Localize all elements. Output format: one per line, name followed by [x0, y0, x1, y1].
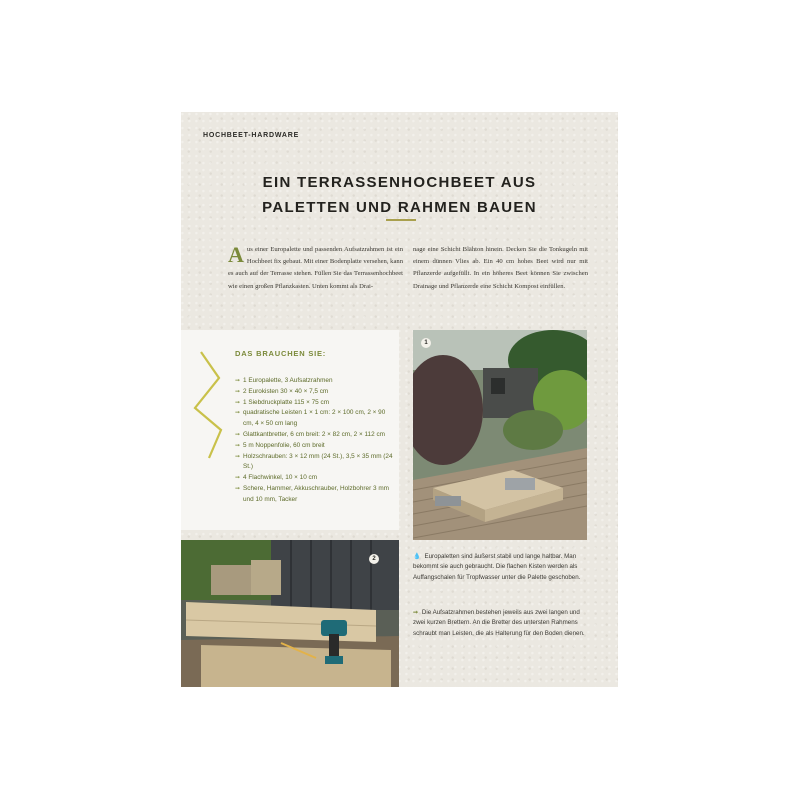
- list-item: ➞ 2 Eurokisten 30 × 40 × 7,5 cm: [235, 387, 393, 398]
- section-label: HOCHBEET-HARDWARE: [203, 132, 300, 139]
- list-item: ➞ 1 Europalette, 3 Aufsatzrahmen: [235, 376, 393, 387]
- intro-column-1: [228, 244, 403, 293]
- list-item: ➞ 5 m Noppenfolie, 60 cm breit: [235, 441, 393, 452]
- article-title-line-1: EIN TERRASSENHOCHBEET AUS: [262, 174, 537, 191]
- pallet-garden-illustration: [413, 330, 587, 540]
- article-title-line-2: PALETTEN UND RAHMEN BAUEN: [262, 199, 537, 216]
- frame-drill-illustration: [181, 540, 399, 687]
- photo-pallet-garden: [413, 330, 587, 540]
- intro-text-1: us einer Europalette und passenden Aufsatzrahmen ist ein Hochbeet fix gebaut. Mit einer Bodenplatte versehen, kann es auch auf der Terrasse stehen. Füllen Sie das Terrassenhochbeet wie einen großen Pflanzkasten. Unten kommt als Drai-: [228, 246, 403, 290]
- materials-title: DAS BRAUCHEN SIE:: [235, 349, 327, 358]
- article-title: [181, 170, 618, 220]
- caption-1: [413, 552, 589, 583]
- caption-2-text: Die Aufsatzrahmen bestehen jeweils aus zwei langen und zwei kurzen Brettern. An die Bretter des untersten Rahmens schraubt man Leisten, die als Halterung für den Boden dienen.: [413, 609, 585, 637]
- materials-list: [235, 376, 393, 506]
- caption-1-text: Europaletten sind äußerst stabil und lange haltbar. Man bekommt sie auch gebraucht. Die flachen Kisten werden als Auffangschalen für Tropfwasser unter die Palette geschoben.: [413, 553, 581, 581]
- photo-1-number: 1: [421, 338, 431, 348]
- photo-frame-drill: [181, 540, 399, 687]
- list-item: ➞ Schere, Hammer, Akkuschrauber, Holzbohrer 3 mm und 10 mm, Tacker: [235, 484, 393, 506]
- photo-2-number: 2: [369, 554, 379, 564]
- list-item: ➞ Glattkantbretter, 6 cm breit: 2 × 82 cm, 2 × 112 cm: [235, 430, 393, 441]
- caption-2-marker: ➞: [413, 609, 419, 616]
- intro-column-2: nage eine Schicht Blähton hinein. Decken Sie die Tonkugeln mit einem dünnen Vlies ab. Ein 40 cm hohes Beet wird nur mit Pflanzerde aufgefüllt. In ein höheres Beet können Sie zwischen Drainage und Pflanzerde eine Schicht Kompost einfüllen.: [413, 246, 588, 290]
- title-divider: [386, 219, 416, 221]
- caption-1-marker: 💧: [413, 553, 421, 560]
- list-item: ➞ Holzschrauben: 3 × 12 mm (24 St.), 3,5 × 35 mm (24 St.): [235, 452, 393, 474]
- list-item: ➞ quadratische Leisten 1 × 1 cm: 2 × 100 cm, 2 × 90 cm, 4 × 50 cm lang: [235, 408, 393, 430]
- caption-2: [413, 608, 589, 639]
- list-item: ➞ 4 Flachwinkel, 10 × 10 cm: [235, 473, 393, 484]
- book-page: [181, 112, 618, 687]
- list-item: ➞ 1 Siebdruckplatte 115 × 75 cm: [235, 398, 393, 409]
- zigzag-icon: [191, 350, 231, 460]
- drop-cap: A: [228, 242, 244, 267]
- materials-box: [181, 330, 399, 530]
